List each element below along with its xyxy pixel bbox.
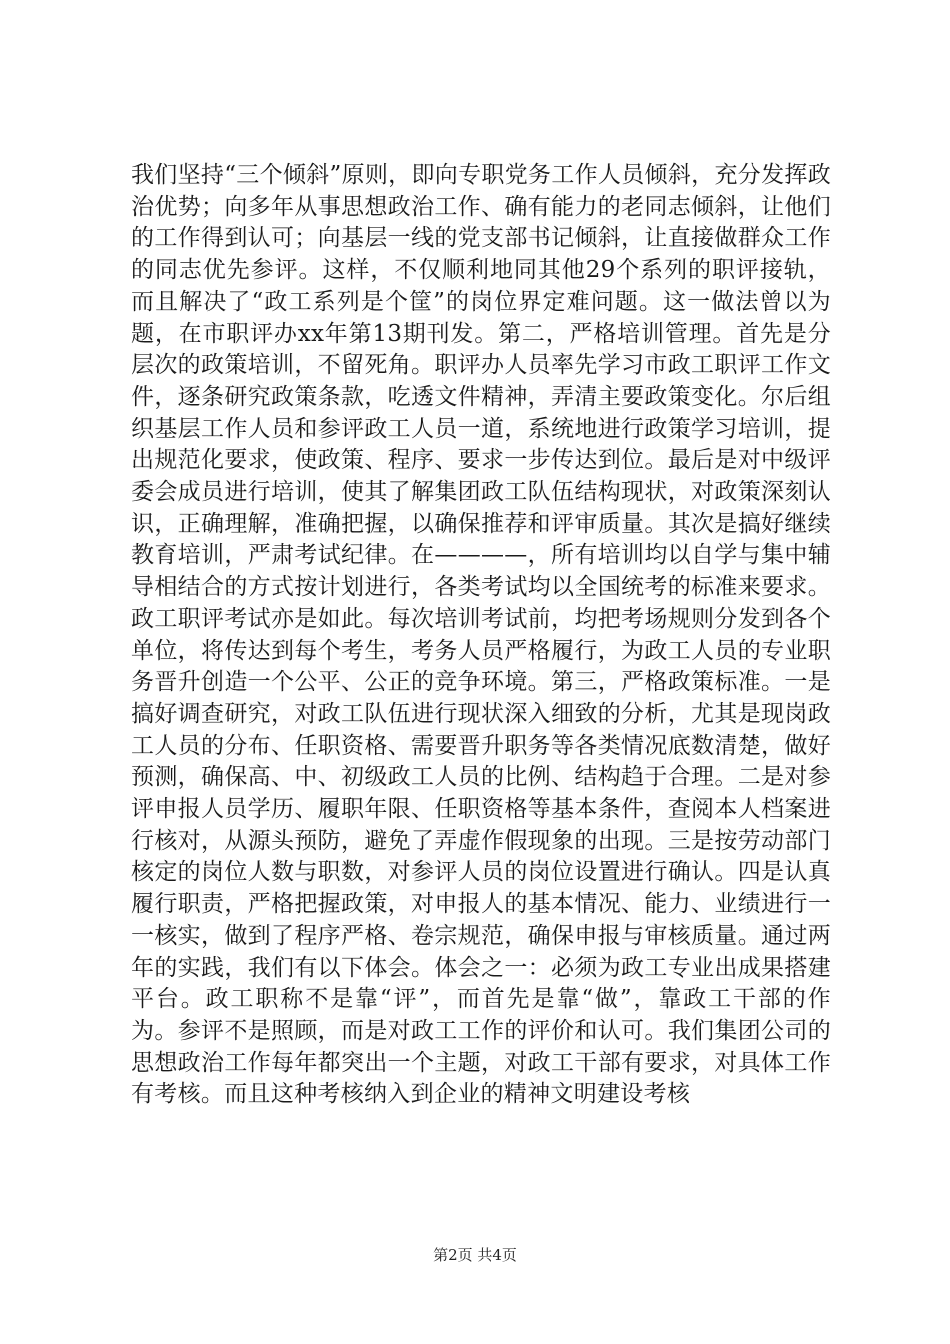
page-number-footer: 第2页 共4页: [433, 1246, 517, 1264]
body-paragraph: 我们坚持“三个倾斜”原则，即向专职党务工作人员倾斜，充分发挥政治优势；向多年从事思想政治工作、确有能力的老同志倾斜，让他们的工作得到认可；向基层一线的党支部书记倾斜，让直接做群众工作的同志优先参评。这样，不仅顺利地同其他29个系列的职评接轨，而且解决了“政工系列是个筐”的岗位界定难问题。这一做法曾以为题，在市职评办xx年第13期刊发。第二，严格培训管理。首先是分层次的政策培训，不留死角。职评办人员率先学习市政工职评工作文件，逐条研究政策条款，吃透文件精神，弄清主要政策变化。尔后组织基层工作人员和参评政工人员一道，系统地进行政策学习培训，提出规范化要求，使政策、程序、要求一步传达到位。最后是对中级评委会成员进行培训，使其了解集团政工队伍结构现状，对政策深刻认识，正确理解，准确把握，以确保推荐和评审质量。其次是搞好继续教育培训，严肃考试纪律。在————，所有培训均以自学与集中辅导相结合的方式按计划进行，各类考试均以全国统考的标准来要求。政工职评考试亦是如此。每次培训考试前，均把考场规则分发到各个单位，将传达到每个考生，考务人员严格履行，为政工人员的专业职务晋升创造一个公平、公正的竞争环境。第三，严格政策标准。一是搞好调查研究，对政工队伍进行现状深入细致的分析，尤其是现岗政工人员的分布、任职资格、需要晋升职务等各类情况底数清楚，做好预测，确保高、中、初级政工人员的比例、结构趋于合理。二是对参评申报人员学历、履职年限、任职资格等基本条件，查阅本人档案进行核对，从源头预防，避免了弄虚作假现象的出现。三是按劳动部门核定的岗位人数与职数，对参评人员的岗位设置进行确认。四是认真履行职责，严格把握政策，对申报人的基本情况、能力、业绩进行一一核实，做到了程序严格、卷宗规范，确保申报与审核质量。通过两年的实践，我们有以下体会。体会之一：必须为政工专业出成果搭建平台。政工职称不是靠“评”，而首先是靠“做”，靠政工干部的作为。参评不是照顾，而是对政工工作的评价和认可。我们集团公司的思想政治工作每年都突出一个主题，对政工干部有要求，对具体工作有考核。而且这种考核纳入到企业的精神文明建设考核: [131, 162, 831, 1108]
